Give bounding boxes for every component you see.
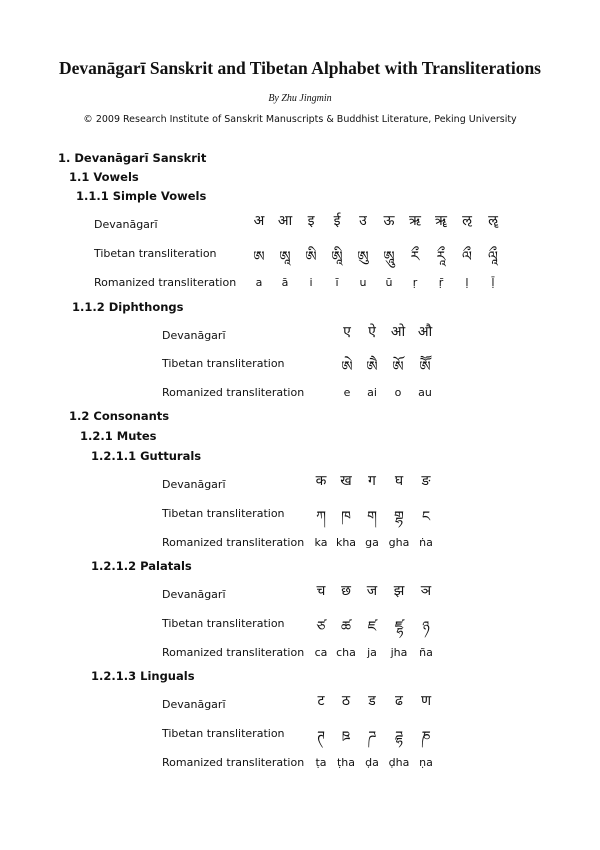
romanized-text: ṝ [438, 276, 444, 289]
tibetan-glyph: ཎ [421, 729, 431, 745]
row-label-tibetan: Tibetan transliteration [94, 247, 217, 260]
romanized-text: au [418, 386, 432, 399]
devanagari-glyph: ड [368, 693, 376, 709]
devanagari-glyph: ट [317, 693, 325, 709]
romanized-text: i [309, 276, 313, 289]
tibetan-glyph: ཙ [316, 619, 326, 635]
devanagari-glyph: ण [420, 693, 432, 709]
row-label-tibetan: Tibetan transliteration [162, 727, 285, 740]
devanagari-glyph: ई [333, 213, 341, 229]
tibetan-glyph: ཉ [422, 619, 430, 635]
row-label-romanized: Romanized transliteration [162, 756, 305, 769]
heading-mutes: 1.2.1 Mutes [80, 429, 157, 443]
romanized-text: ā [281, 276, 289, 289]
heading-consonants: 1.2 Consonants [69, 409, 170, 423]
row-label-devanagari: Devanāgarī [162, 588, 226, 601]
tibetan-glyph: ཛ [367, 619, 377, 635]
row-label-romanized: Romanized transliteration [162, 536, 305, 549]
romanized-text: ga [365, 536, 379, 549]
tibetan-glyph: ཨེ [341, 359, 353, 375]
devanagari-glyph: ज [366, 583, 378, 599]
heading-diphthongs: 1.1.2 Diphthongs [72, 300, 184, 314]
romanized-text: ū [385, 276, 393, 289]
tibetan-glyph: ཌ [367, 729, 377, 745]
devanagari-glyph: ऊ [383, 213, 395, 229]
romanized-text: ṅa [419, 536, 433, 549]
devanagari-glyph: इ [307, 213, 315, 229]
devanagari-glyph: उ [359, 213, 367, 229]
devanagari-glyph: ञ [420, 583, 432, 599]
row-label-tibetan: Tibetan transliteration [162, 357, 285, 370]
heading-devanagari-sanskrit: 1. Devanāgarī Sanskrit [58, 151, 207, 165]
row-label-romanized: Romanized transliteration [162, 386, 305, 399]
tibetan-glyph: ཚ [341, 619, 351, 635]
row-label-romanized: Romanized transliteration [94, 276, 237, 289]
romanized-text: ka [314, 536, 328, 549]
copyright-line: © 2009 Research Institute of Sanskrit Manuscripts & Buddhist Literature, Peking University [83, 114, 517, 125]
romanized-text: ai [367, 386, 377, 399]
devanagari-glyph: ॠ [435, 213, 447, 229]
devanagari-glyph: ङ [421, 473, 431, 489]
romanized-text: u [359, 276, 367, 289]
devanagari-glyph: ग [368, 473, 376, 489]
devanagari-glyph: च [316, 583, 326, 599]
devanagari-glyph: ओ [390, 324, 406, 340]
tibetan-glyph: ཀ [316, 509, 326, 525]
devanagari-glyph: छ [341, 583, 351, 599]
devanagari-glyph: क [315, 473, 327, 489]
romanized-text: ca [314, 646, 328, 659]
tibetan-glyph: ཛྷ [394, 619, 404, 635]
tibetan-glyph: རཱྀ [436, 249, 446, 265]
romanized-text: ḹ [491, 276, 495, 289]
row-label-tibetan: Tibetan transliteration [162, 617, 285, 630]
devanagari-glyph: ॡ [488, 213, 498, 229]
romanized-text: kha [335, 536, 357, 549]
romanized-text: ña [419, 646, 433, 659]
devanagari-glyph: औ [417, 324, 433, 340]
tibetan-glyph: ཨ [253, 249, 265, 265]
tibetan-glyph: ལཱྀ [488, 249, 498, 265]
tibetan-glyph: གྷ [394, 509, 404, 525]
tibetan-glyph: ཨཽ [419, 359, 431, 375]
tibetan-glyph: ཨཻ [366, 359, 378, 375]
heading-vowels: 1.1 Vowels [69, 170, 139, 184]
heading-gutturals: 1.2.1.1 Gutturals [91, 449, 202, 463]
devanagari-glyph: ढ [395, 693, 403, 709]
romanized-text: gha [388, 536, 410, 549]
tibetan-glyph: ཋ [341, 729, 351, 745]
tibetan-glyph: ཨཱུ [383, 249, 395, 265]
devanagari-glyph: घ [394, 473, 404, 489]
tibetan-glyph: ག [367, 509, 377, 525]
devanagari-glyph: ऌ [462, 213, 472, 229]
romanized-text: ṛ [412, 276, 418, 289]
romanized-text: cha [336, 646, 356, 659]
tibetan-glyph: ཁ [341, 509, 351, 525]
devanagari-glyph: अ [253, 213, 265, 229]
devanagari-glyph: ऐ [368, 324, 376, 340]
devanagari-glyph: आ [277, 213, 293, 229]
romanized-text: ḍa [365, 756, 379, 769]
tibetan-glyph: ཨོ [392, 359, 404, 375]
document-title: Devanāgarī Sanskrit and Tibetan Alphabet with Transliterations [59, 58, 541, 78]
romanized-text: e [343, 386, 351, 399]
tibetan-glyph: ཨུ [357, 249, 369, 265]
devanagari-glyph: ए [343, 324, 351, 340]
devanagari-glyph: झ [393, 583, 405, 599]
romanized-text: ṭa [315, 756, 327, 769]
heading-linguals: 1.2.1.3 Linguals [91, 669, 195, 683]
romanized-text: ja [367, 646, 377, 659]
romanized-text: a [255, 276, 263, 289]
tibetan-glyph: ཊ [317, 729, 325, 745]
row-label-devanagari: Devanāgarī [162, 698, 226, 711]
romanized-text: ī [335, 276, 339, 289]
tibetan-glyph: ཨི [305, 249, 317, 265]
romanized-text: ḷ [465, 276, 469, 289]
row-label-tibetan: Tibetan transliteration [162, 507, 285, 520]
row-label-devanagari: Devanāgarī [94, 218, 158, 231]
heading-simple-vowels: 1.1.1 Simple Vowels [76, 189, 207, 203]
tibetan-glyph: ཨཱ [279, 249, 291, 265]
devanagari-glyph: ख [340, 473, 352, 489]
devanagari-glyph: ठ [341, 693, 351, 709]
romanized-text: jha [390, 646, 408, 659]
row-label-devanagari: Devanāgarī [162, 478, 226, 491]
romanized-text: ṇa [419, 756, 433, 769]
author-line: By Zhu Jingmin [268, 93, 332, 104]
romanized-text: o [394, 386, 402, 399]
tibetan-glyph: ལྀ [462, 249, 472, 265]
tibetan-glyph: རྀ [410, 249, 420, 265]
heading-palatals: 1.2.1.2 Palatals [91, 559, 192, 573]
tibetan-glyph: ཨཱི [331, 249, 343, 265]
tibetan-glyph: ཌྷ [394, 729, 404, 745]
tibetan-glyph: ང [421, 509, 431, 525]
devanagari-glyph: ऋ [409, 213, 421, 229]
romanized-text: ṭha [336, 756, 356, 769]
romanized-text: ḍha [388, 756, 410, 769]
row-label-devanagari: Devanāgarī [162, 329, 226, 342]
row-label-romanized: Romanized transliteration [162, 646, 305, 659]
